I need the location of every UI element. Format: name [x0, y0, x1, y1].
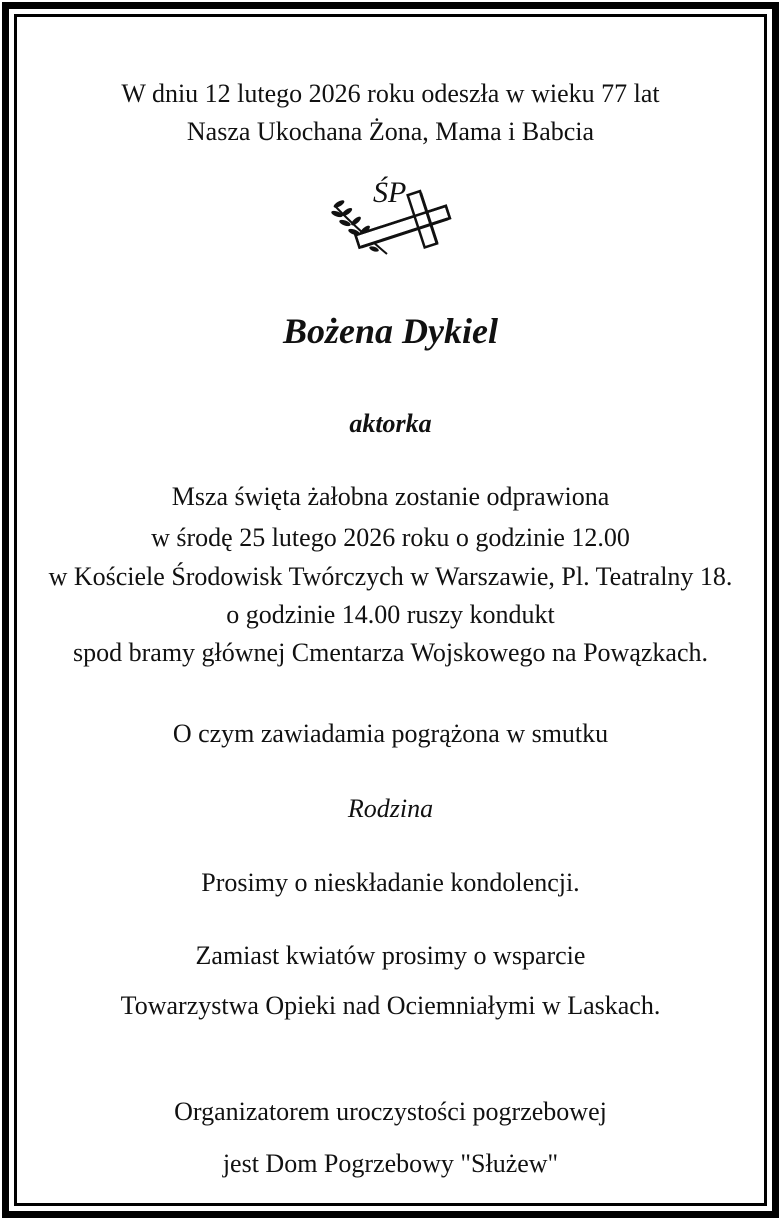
ceremony-line-4: o godzinie 14.00 ruszy kondukt: [226, 600, 555, 629]
intro-line-1: W dniu 12 lutego 2026 roku odeszła w wieku 77 lat: [121, 79, 660, 108]
deceased-name: Bożena Dykiel: [283, 311, 498, 351]
organizer-line-2: jest Dom Pogrzebowy "Służew": [222, 1149, 559, 1178]
support-line-2: Towarzystwa Opieki nad Ociemniałymi w Laskach.: [120, 991, 661, 1020]
ceremony-line-2: w środę 25 lutego 2026 roku o godzinie 12.00: [151, 523, 630, 552]
emblem-text: ŚP: [373, 176, 407, 209]
ceremony-line-3: w Kościele Środowisk Twórczych w Warszawie, Pl. Teatralny 18.: [48, 562, 733, 591]
deceased-role: aktorka: [349, 409, 432, 438]
cross-with-palm-branch-icon: [325, 172, 455, 262]
intro-line-2: Nasza Ukochana Żona, Mama i Babcia: [186, 117, 595, 146]
condolences-request: Prosimy o nieskładanie kondolencji.: [201, 868, 580, 897]
support-line-1: Zamiast kwiatów prosimy o wsparcie: [195, 941, 586, 970]
notice-line: O czym zawiadamia pogrążona w smutku: [172, 719, 609, 748]
signature: Rodzina: [347, 794, 434, 823]
ceremony-line-5: spod bramy głównej Cmentarza Wojskowego na Powązkach.: [73, 638, 708, 667]
ceremony-line-1: Msza święta żałobna zostanie odprawiona: [171, 482, 610, 511]
organizer-line-1: Organizatorem uroczystości pogrzebowej: [174, 1097, 607, 1126]
